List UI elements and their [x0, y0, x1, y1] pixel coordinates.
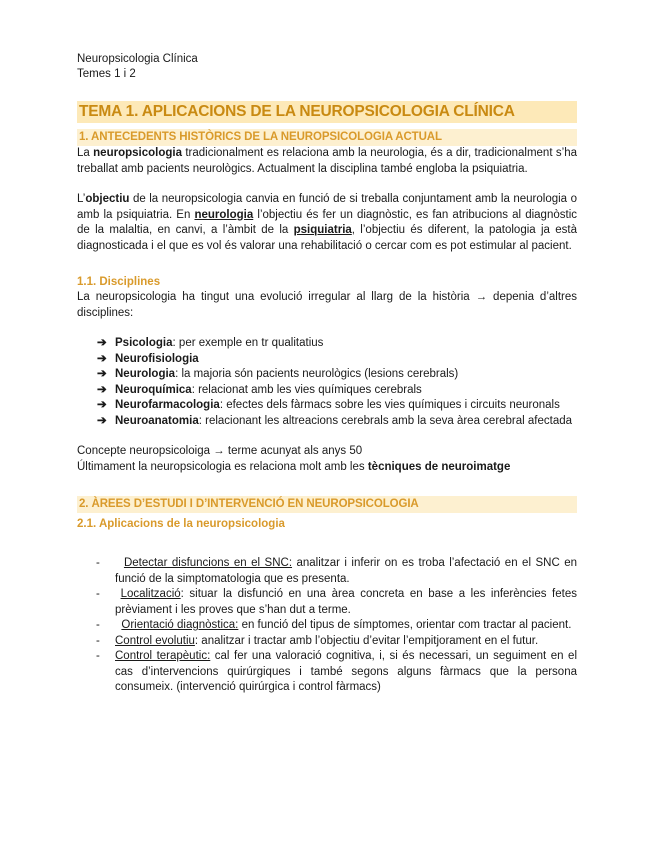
- document-page: [77, 52, 577, 696]
- arrow-icon: ➔: [97, 399, 107, 411]
- paragraph-neuropsychology-intro: La neuropsicologia tradicionalment es relaciona amb la neurologia, és a dir, tradicionalment s’ha treballat amb pacients neurològics. Actualment la disciplina també engloba la psiquiatria.: [77, 147, 577, 175]
- list-item: ➔ Psicologia: per exemple en tr qualitatius: [97, 336, 577, 352]
- subsection-applications-heading: 2.1. Aplicacions de la neuropsicologia: [77, 518, 285, 530]
- dash-bullet: -: [96, 557, 100, 569]
- applications-list: [77, 556, 577, 696]
- dash-bullet: -: [96, 588, 100, 600]
- paragraph-objective: L’objectiu de la neuropsicologia canvia en funció de si treballa conjuntament amb la neurologia o amb la psiquiatria. En neurologia l’objectiu és fer un diagnòstic, es fan atribucions al diagnòstic de la malaltia, en canvi, a l’àmbit de la psiquiatria, l’objectiu és diferent, la patologia ja està diagnosticada i el que es vol és valorar una rehabilitació o cercar com es pot estimular al pacient.: [77, 193, 577, 252]
- topic-1-heading: TEMA 1. APLICACIONS DE LA NEUROPSICOLOGIA CLÍNICA: [77, 101, 577, 123]
- list-item: - Localització: situar la disfunció en una àrea concreta en base a les inferències fetes prèviament i les proves que s’han dut a terme.: [96, 588, 577, 616]
- section-1-heading: 1. ANTECEDENTS HISTÒRICS DE LA NEUROPSICOLOGIA ACTUAL: [77, 129, 577, 146]
- course-name: Neuropsicologia Clínica: [77, 53, 198, 65]
- term-psiquiatria: psiquiatria: [293, 224, 352, 236]
- note-neuroimaging: Últimament la neuropsicologia es relaciona molt amb les tècniques de neuroimatge: [77, 460, 511, 473]
- term-neuropsicologia: neuropsicologia: [93, 147, 182, 159]
- arrow-icon: ➔: [97, 352, 107, 365]
- subsection-disciplines-heading: 1.1. Disciplines: [77, 276, 161, 288]
- term-objectiu: objectiu: [85, 193, 130, 205]
- arrow-icon: ➔: [97, 368, 107, 380]
- list-item: - Control terapèutic: cal fer una valoració cognitiva, i, si és necessari, un seguiment en el cas d’intervencions quirúrgiques i també segons alguns fàrmacs que la persona consumeix. (intervenció quirúrgica i control fàrmacs): [96, 650, 577, 693]
- term-neurologia: neurologia: [194, 208, 254, 221]
- list-item: ➔ Neuroanatomia: relacionant les altreacions cerebrals amb la seva àrea cerebral afectada: [97, 414, 577, 430]
- term-neuroimatge: tècniques de neuroimatge: [367, 460, 511, 473]
- arrow-icon: ➔: [97, 383, 107, 396]
- list-item: ➔ Neurofisiologia: [97, 352, 577, 368]
- paragraph-disciplines-intro: La neuropsicologia ha tingut una evolució irregular al llarg de la història → depenia d’altres disciplines:: [77, 291, 577, 319]
- list-item: - Orientació diagnòstica: en funció del tipus de símptomes, orientar com tractar al pacient.: [96, 618, 577, 634]
- list-item: ➔ Neurologia: la majoria són pacients neurològics (lesions cerebrals): [97, 367, 577, 383]
- dash-bullet: -: [96, 650, 100, 662]
- arrow-icon: ➔: [97, 337, 107, 349]
- dash-bullet: -: [96, 634, 100, 647]
- list-item: - Control evolutiu: analitzar i tractar amb l’objectiu d’evitar l’empitjorament en el futur.: [96, 634, 577, 650]
- topics-label: Temes 1 i 2: [77, 68, 136, 80]
- list-item: ➔ Neurofarmacologia: efectes dels fàrmacs sobre les vies químiques i circuits neuronals: [97, 398, 577, 414]
- list-item: - Detectar disfuncions en el SNC: analitzar i inferir on es troba l’afectació en el SNC en funció de la simptomatologia que es presenta.: [96, 557, 578, 585]
- section-2-heading: 2. ÀREES D’ESTUDI I D’INTERVENCIÓ EN NEUROPSICOLOGIA: [77, 496, 577, 513]
- arrow-icon: ➔: [97, 414, 107, 427]
- disciplines-list: [77, 336, 577, 429]
- note-concept: Concepte neuropsicoloiga → terme acunyat als anys 50: [77, 445, 363, 457]
- dash-bullet: -: [96, 619, 100, 631]
- list-item: ➔ Neuroquímica: relacionat amb les vies químiques cerebrals: [97, 383, 577, 399]
